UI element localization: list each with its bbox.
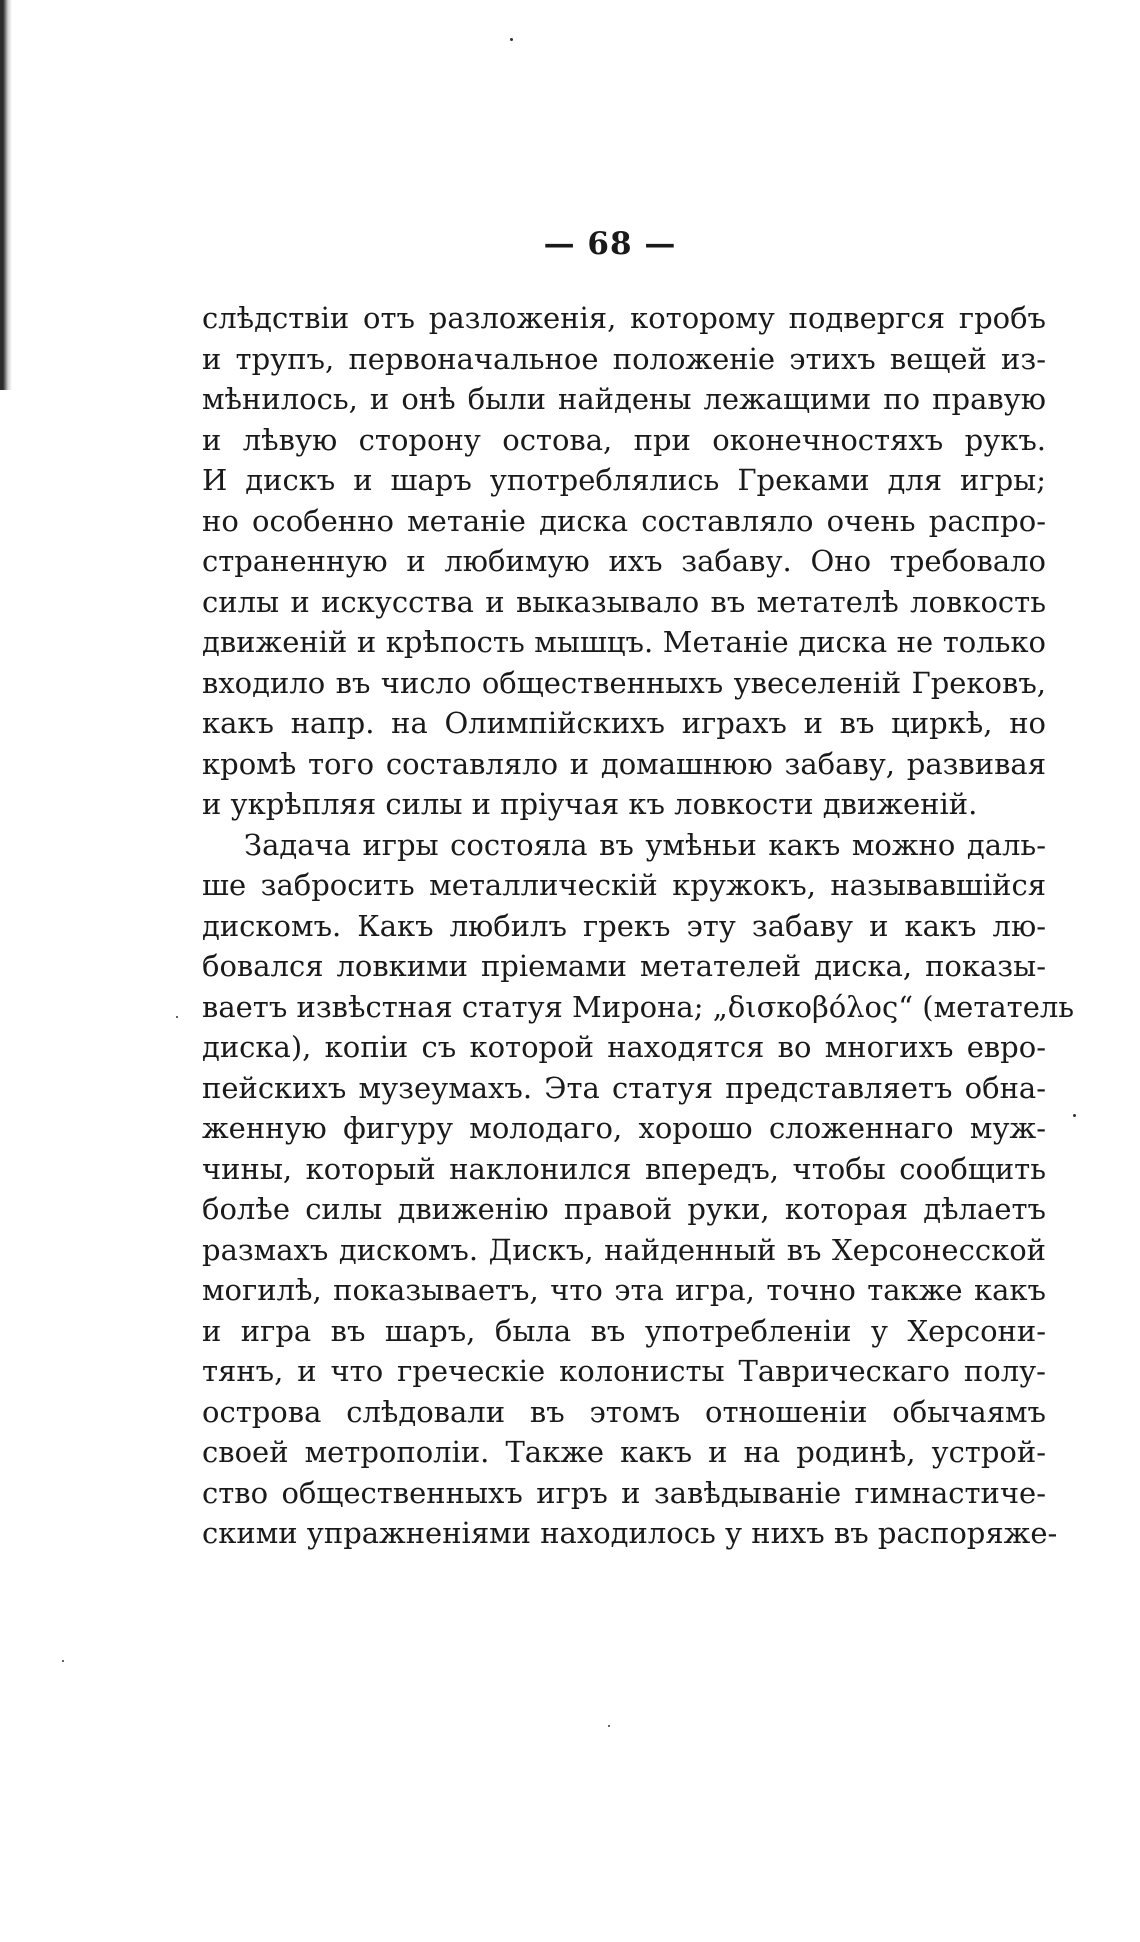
text-line: какъ напр. на Олимпійскихъ играхъ и въ циркѣ, но xyxy=(202,706,1046,740)
text-line: диска), копіи съ которой находятся во многихъ евро- xyxy=(202,1030,1046,1064)
text-line: дискомъ. Какъ любилъ грекъ эту забаву и какъ лю- xyxy=(202,908,1046,943)
text-line: и трупъ, первоначальное положеніе этихъ вещей из- xyxy=(202,341,1046,376)
scan-speck xyxy=(1073,1114,1076,1117)
text-line: женную фигуру молодаго, хорошо сложеннаго муж- xyxy=(202,1111,1046,1145)
text-line: болѣе силы движенію правой руки, которая дѣлаетъ xyxy=(202,1192,1046,1226)
text-line: могилѣ, показываетъ, что эта игра, точно также какъ xyxy=(202,1273,1046,1307)
text-line: ваетъ извѣстная статуя Мирона; „δισκοβόλος“ (метатель xyxy=(202,989,1075,1024)
text-line: и игра въ шаръ, была въ употребленіи у Херсони- xyxy=(202,1313,1046,1348)
text-line: тянъ, и что греческіе колонисты Таврическаго полу- xyxy=(202,1354,1046,1388)
text-line: слѣдствіи отъ разложенія, которому подвергся гробъ xyxy=(202,301,1046,335)
text-line: входило въ число общественныхъ увеселеній Грековъ, xyxy=(202,665,1046,700)
text-line: своей метрополіи. Также какъ и на родинѣ, устрой- xyxy=(202,1435,1046,1469)
text-line: бовался ловкими пріемами метателей диска, показы- xyxy=(202,949,1046,983)
scan-speck xyxy=(510,38,513,41)
text-line: размахъ дискомъ. Дискъ, найденный въ Херсонесской xyxy=(202,1232,1046,1267)
text-line: Задача игры состояла въ умѣньи какъ можно даль- xyxy=(244,827,1046,862)
text-line: и лѣвую сторону остова, при оконечностяхъ рукъ. xyxy=(202,422,1046,457)
text-line: но особенно метаніе диска составляло очень распро- xyxy=(202,503,1046,538)
text-line: силы и искусства и выказывало въ метателѣ ловкость xyxy=(202,584,1046,619)
text-line: И дискъ и шаръ употреблялись Греками для игры; xyxy=(202,463,1046,497)
scan-speck xyxy=(176,1016,178,1018)
scan-speck xyxy=(608,1725,610,1727)
text-line: острова слѣдовали въ этомъ отношеніи обычаямъ xyxy=(202,1394,1046,1429)
text-line: пейскихъ музеумахъ. Эта статуя представляетъ обна- xyxy=(202,1070,1046,1105)
body-text xyxy=(202,298,1075,1554)
text-line: кромѣ того составляло и домашнюю забаву, развивая xyxy=(202,746,1046,781)
text-line: и укрѣпляя силы и пріучая къ ловкости движеній. xyxy=(202,787,978,821)
text-line: мѣнилось, и онѣ были найдены лежащими по правую xyxy=(202,382,1046,416)
text-line: скими упражненіями находилось у нихъ въ распоряже- xyxy=(202,1516,1058,1550)
text-line: ство общественныхъ игръ и завѣдываніе гимнастиче- xyxy=(202,1475,1046,1510)
text-line: чины, который наклонился впередъ, чтобы сообщить xyxy=(202,1151,1046,1186)
text-line: страненную и любимую ихъ забаву. Оно требовало xyxy=(202,544,1046,578)
page-number: — 68 — xyxy=(543,226,677,262)
text-line: ше забросить металлическій кружокъ, называвшійся xyxy=(202,868,1046,902)
scan-speck xyxy=(62,1660,64,1662)
text-line: движеній и крѣпость мышцъ. Метаніе диска не только xyxy=(202,625,1046,659)
paragraph-2 xyxy=(202,825,1075,1554)
paragraph-1 xyxy=(202,298,1046,825)
